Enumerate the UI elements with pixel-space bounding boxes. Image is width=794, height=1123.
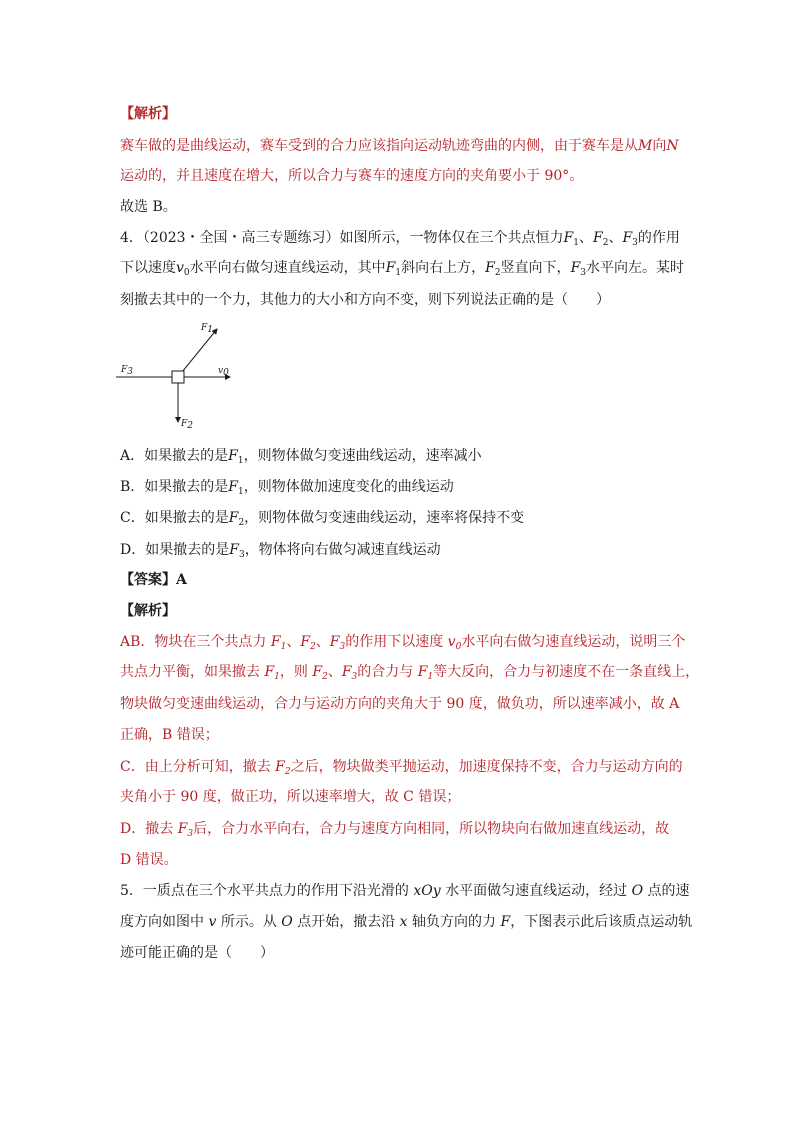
q4-stem-line-3: 刻撤去其中的一个力，其他力的大小和方向不变，则下列说法正确的是（ ） [120, 292, 610, 308]
q4-stem-line-2: 下以速度$v_0$水平向右做匀速直线运动，其中$F_1$斜向右上方，$F_2$竖直向下，$F_3$水平向左。某时 [120, 260, 685, 278]
force-diagram [116, 318, 246, 433]
q4-explanation-line-7: D．撤去 $F_3$后，合力水平向右，合力与速度方向相同，所以物块向右做加速直线运动，故 [120, 821, 670, 839]
explanation-heading-q4: 【解析】 [120, 603, 176, 619]
f3-label: F3 [121, 365, 133, 377]
q4-explanation-line-8: D 错误。 [120, 852, 178, 868]
option-b: B．如果撤去的是$F_1$，则物体做加速度变化的曲线运动 [120, 479, 454, 497]
option-d: D．如果撤去的是$F_3$，物体将向右做匀减速直线运动 [120, 542, 441, 560]
q3-conclusion: 故选 B。 [120, 199, 177, 215]
f1-arrow [178, 329, 217, 377]
option-c: C．如果撤去的是$F_2$，则物体做匀变速曲线运动，速率将保持不变 [120, 510, 525, 528]
q4-explanation-line-1: AB．物块在三个共点力 $F_1$、$F_2$、$F_3$的作用下以速度 $v_0$水平向右做匀速直线运动，说明三个 [120, 634, 686, 652]
answer-q4: 【答案】A [120, 572, 187, 588]
q3-explanation-line-2: 运动的，并且速度在增大，所以合力与赛车的速度方向的夹角要小于 90°。 [120, 168, 584, 184]
q4-explanation-line-2: 共点力平衡，如果撤去 $F_1$，则 $F_2$、$F_3$的合力与 $F_1$等大反向，合力与初速度不在一条直线上， [120, 664, 700, 682]
q4-explanation-line-3: 物块做匀变速曲线运动，合力与运动方向的夹角大于 90 度，做负功，所以速率减小，故 A [120, 696, 680, 712]
v0-label: v0 [218, 366, 229, 378]
q5-stem-line-1: 5．一质点在三个水平共点力的作用下沿光滑的 xOy 水平面做匀速直线运动，经过 O 点的速 [120, 883, 690, 899]
q5-stem-line-3: 迹可能正确的是（ ） [120, 945, 274, 961]
f2-label: F2 [181, 419, 193, 431]
q4-explanation-line-5: C．由上分析可知，撤去 $F_2$之后，物块做类平抛运动，加速度保持不变，合力与运动方向的 [120, 759, 683, 777]
explanation-heading-q3: 【解析】 [120, 106, 176, 122]
q4-explanation-line-4: 正确，B 错误； [120, 727, 219, 743]
q3-explanation-line-1: 赛车做的是曲线运动，赛车受到的合力应该指向运动轨迹弯曲的内侧，由于赛车是从M向N [120, 138, 679, 154]
q4-stem-line-1: 4．（2023・全国・高三专题练习）如图所示，一物体仅在三个共点恒力$F_1$、$F_2$、$F_3$的作用 [120, 230, 680, 248]
object-block [172, 371, 184, 383]
option-a: A．如果撤去的是$F_1$，则物体做匀变速曲线运动，速率减小 [120, 448, 482, 466]
f1-label: F1 [201, 323, 213, 335]
q5-stem-line-2: 度方向如图中 v 所示。从 O 点开始，撤去沿 x 轴负方向的力 F，下图表示此后该质点运动轨 [120, 914, 693, 930]
q4-explanation-line-6: 夹角小于 90 度，做正功，所以速率增大，故 C 错误； [120, 789, 461, 805]
